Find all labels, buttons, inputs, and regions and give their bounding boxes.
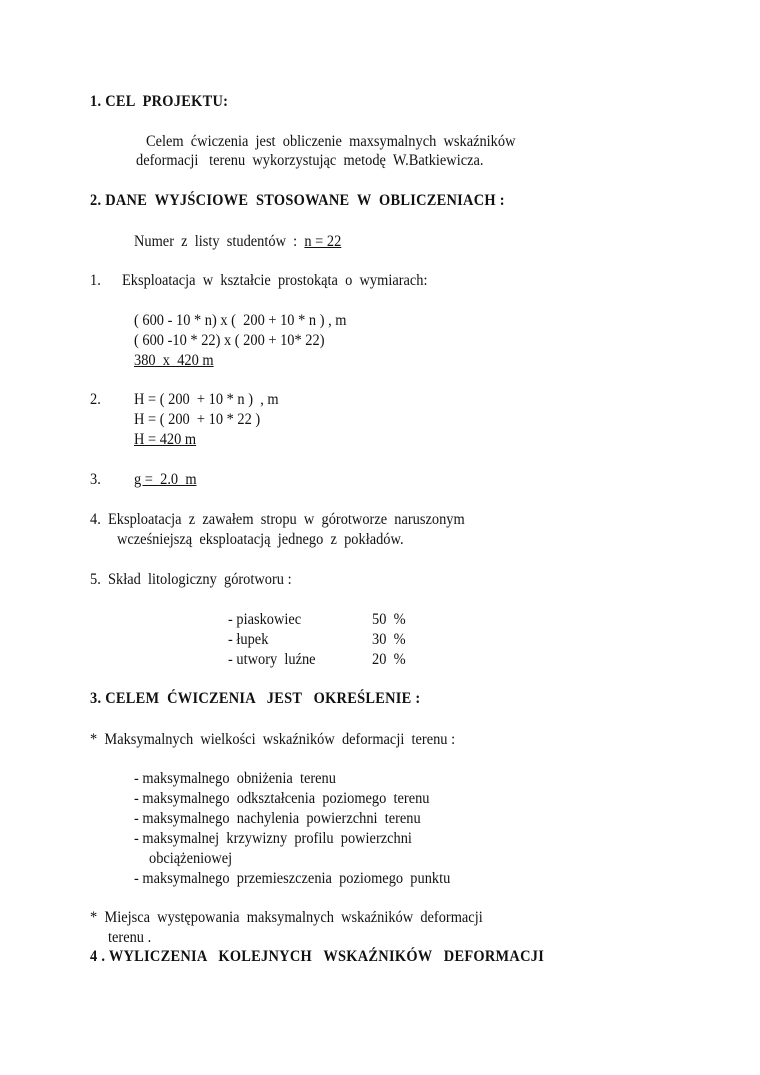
student-number-line	[134, 232, 341, 252]
deformation-list-item: - maksymalnego obniżenia terenu	[134, 770, 336, 787]
section-1-text-line-1: Celem ćwiczenia jest obliczenie maxsymalnych wskaźników	[146, 133, 516, 150]
lithology-name: - łupek	[228, 631, 269, 648]
item-3-value: g = 2.0 m	[134, 471, 197, 488]
section-3-bullet-1: * Maksymalnych wielkości wskaźników deformacji terenu :	[90, 731, 456, 748]
lithology-name: - piaskowiec	[228, 611, 302, 628]
item-1-formula-1: ( 600 - 10 * n) x ( 200 + 10 * n ) , m	[134, 312, 347, 329]
section-1-heading: 1. CEL PROJEKTU:	[90, 93, 229, 110]
deformation-list-item: - maksymalnego przemieszczenia poziomego punktu	[134, 870, 451, 887]
item-4-line-2: wcześniejszą eksploatacją jednego z pokładów.	[117, 531, 404, 548]
item-1-formula-2: ( 600 -10 * 22) x ( 200 + 10* 22)	[134, 332, 325, 349]
student-number-value: n = 22	[304, 233, 342, 250]
section-1-text-line-2: deformacji terenu wykorzystując metodę W.Batkiewicza.	[136, 152, 484, 169]
section-3-bullet-2-line-1: * Miejsca występowania maksymalnych wskaźników deformacji	[90, 909, 483, 926]
section-2-heading: 2. DANE WYJŚCIOWE STOSOWANE W OBLICZENIACH :	[90, 192, 505, 209]
lithology-value: 20 %	[372, 651, 406, 668]
student-number-label: Numer z listy studentów :	[134, 233, 298, 250]
item-1-text: Eksploatacja w kształcie prostokąta o wymiarach:	[122, 272, 428, 289]
deformation-list-item-continuation: obciążeniowej	[149, 850, 233, 867]
section-3-bullet-2-line-2: terenu .	[108, 929, 152, 946]
item-2-formula-1: H = ( 200 + 10 * n ) , m	[134, 391, 279, 408]
item-2-number: 2.	[90, 391, 101, 408]
section-4-heading: 4 . WYLICZENIA KOLEJNYCH WSKAŹNIKÓW DEFORMACJI	[90, 948, 545, 965]
deformation-list-item: - maksymalnego nachylenia powierzchni terenu	[134, 810, 421, 827]
item-2-result: H = 420 m	[134, 431, 197, 448]
item-5-text: 5. Skład litologiczny górotworu :	[90, 571, 292, 588]
deformation-list-item: - maksymalnego odkształcenia poziomego terenu	[134, 790, 430, 807]
lithology-name: - utwory luźne	[228, 651, 316, 668]
item-4-line-1: 4. Eksploatacja z zawałem stropu w górotworze naruszonym	[90, 511, 465, 528]
item-1-result: 380 x 420 m	[134, 352, 214, 369]
item-1-number: 1.	[90, 272, 101, 289]
section-3-heading: 3. CELEM ĆWICZENIA JEST OKREŚLENIE :	[90, 690, 421, 707]
item-2-formula-2: H = ( 200 + 10 * 22 )	[134, 411, 261, 428]
item-3-number: 3.	[90, 471, 101, 488]
deformation-list-item: - maksymalnej krzywizny profilu powierzchni	[134, 830, 412, 847]
lithology-value: 30 %	[372, 631, 406, 648]
lithology-value: 50 %	[372, 611, 406, 628]
